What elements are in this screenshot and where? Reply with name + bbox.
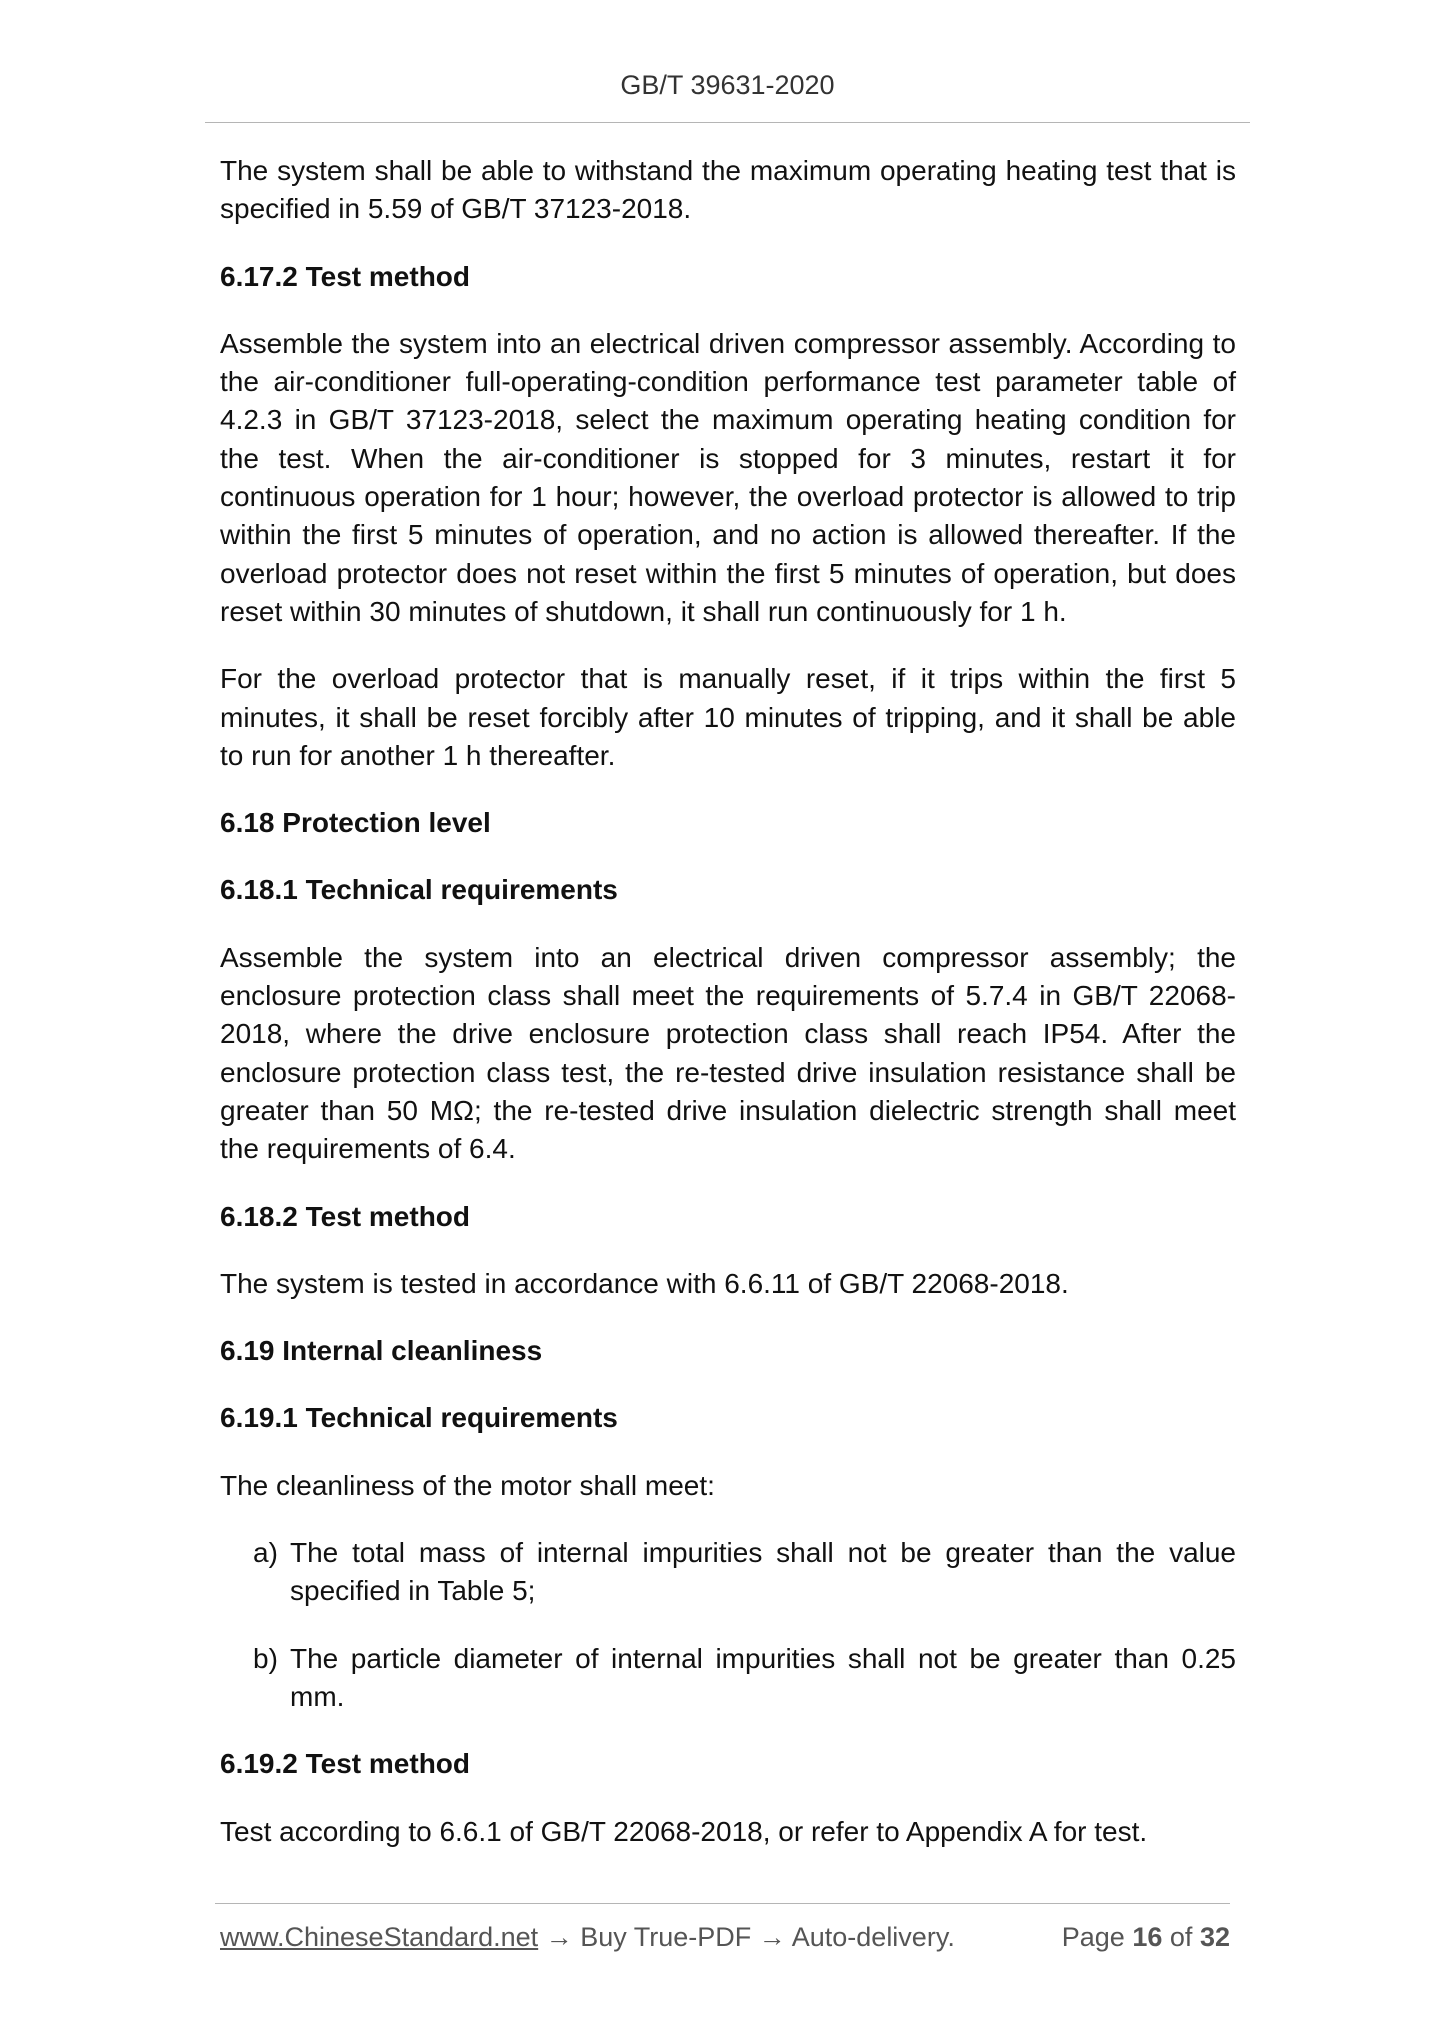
page-total: 32 — [1199, 1922, 1230, 1952]
of-label: of — [1169, 1922, 1193, 1952]
footer-divider — [215, 1903, 1230, 1904]
heading-6-19-2: 6.19.2 Test method — [220, 1748, 471, 1780]
paragraph-manual-reset: For the overload protector that is manually reset, if it trips within the first 5 minutes, it shall be reset forcibly after 10 minutes of tripping, and it shall be able to run for another 1 h thereafter. — [220, 663, 1236, 771]
footer-tagline: → Buy True-PDF → Auto-delivery. — [538, 1922, 955, 1952]
page-indicator — [1062, 1922, 1230, 1953]
heading-6-19: 6.19 Internal cleanliness — [220, 1335, 543, 1367]
document-body — [220, 152, 1236, 1880]
list-marker: a) — [253, 1537, 278, 1569]
list-item-text: The particle diameter of internal impurities shall not be greater than 0.25 mm. — [290, 1642, 1236, 1712]
paragraph-cleanliness-intro: The cleanliness of the motor shall meet: — [220, 1469, 715, 1501]
page-label: Page — [1061, 1922, 1125, 1952]
list-item-text: The total mass of internal impurities shall not be greater than the value specified in Table 5; — [290, 1537, 1236, 1607]
running-header: GB/T 39631-2020 — [620, 70, 835, 100]
page-number: 16 — [1132, 1922, 1163, 1952]
header-divider — [205, 122, 1250, 123]
heading-6-18-2: 6.18.2 Test method — [220, 1200, 471, 1232]
heading-6-19-1: 6.19.1 Technical requirements — [220, 1402, 618, 1434]
paragraph-test-method-procedure: Assemble the system into an electrical driven compressor assembly. According to the air-conditioner full-operating-condition performance test parameter table of 4.2.3 in GB/T 37123-2018, select the maximum operating heating condition for the test. When the air-conditioner is stopped for 3 minutes, restart it for continuous operation for 1 hour; however, the overload protector is allowed to trip within the first 5 minutes of operation, and no action is allowed thereafter. If the overload protector does not reset within the first 5 minutes of operation, but does reset within 30 minutes of shutdown, it shall run continuously for 1 h. — [220, 327, 1236, 627]
paragraph-protection-requirements: Assemble the system into an electrical driven compressor assembly; the enclosure protection class shall meet the requirements of 5.7.4 in GB/T 22068-2018, where the drive enclosure protection class shall reach IP54. After the enclosure protection class test, the re-tested drive insulation resistance shall be greater than 50 MΩ; the re-tested drive insulation dielectric strength shall meet the requirements of 6.4. — [220, 941, 1236, 1165]
list-marker: b) — [253, 1642, 278, 1674]
paragraph-protection-test: The system is tested in accordance with 6.6.11 of GB/T 22068-2018. — [220, 1267, 1069, 1299]
website-link[interactable]: www.ChineseStandard.net — [220, 1922, 539, 1952]
heading-6-17-2: 6.17.2 Test method — [220, 260, 471, 292]
footer-promo — [220, 1922, 955, 1953]
heading-6-18-1: 6.18.1 Technical requirements — [220, 874, 618, 906]
list-item-a — [253, 1534, 1236, 1611]
heading-6-18: 6.18 Protection level — [220, 807, 491, 839]
paragraph-cleanliness-test: Test according to 6.6.1 of GB/T 22068-2018, or refer to Appendix A for test. — [220, 1815, 1148, 1847]
list-item-b — [253, 1640, 1236, 1717]
paragraph-heating-test: The system shall be able to withstand the maximum operating heating test that is specified in 5.59 of GB/T 37123-2018. — [220, 155, 1236, 225]
